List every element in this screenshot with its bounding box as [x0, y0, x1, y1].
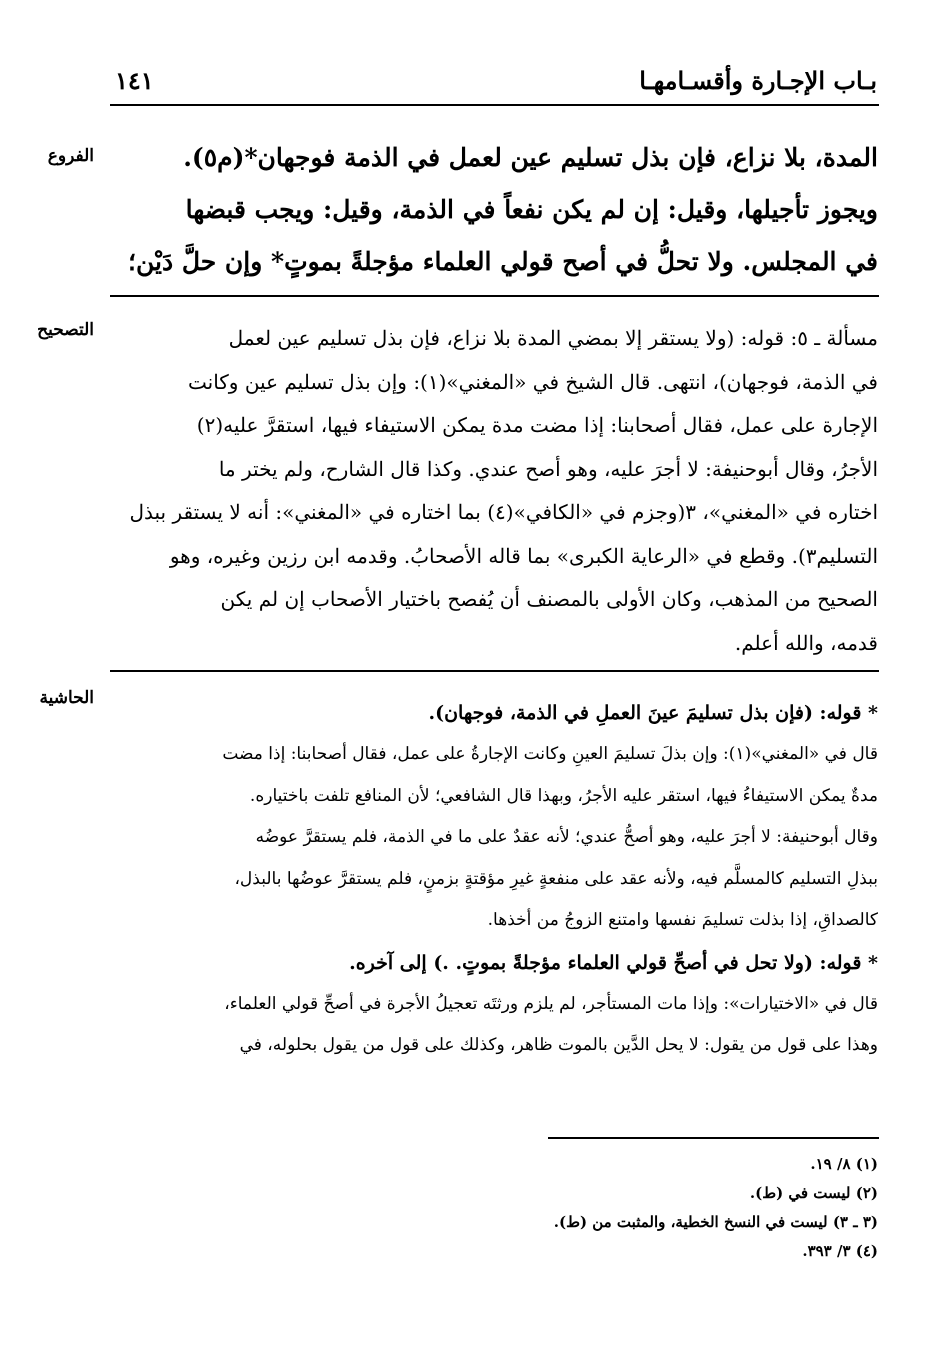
tashih-line: التسليم٣). وقطع في «الرعاية الكبرى» بما قاله الأصحابُ. وقدمه ابن رزين وغيره، وهو [169, 543, 878, 568]
tashih-line: في الذمة، فوجهان)، انتهى. قال الشيخ في «المغني»(١): وإن بذل تسليم عين وكانت [187, 369, 878, 394]
hashiya-text [110, 692, 878, 1067]
footnote: (٢) ليست في (ط). [749, 1184, 878, 1202]
footnotes [110, 1150, 878, 1266]
tashih-line: الأجرُ، وقال أبوحنيفة: لا أجرَ عليه، وهو أصح عندي. وكذا قال الشارح، ولم يختر ما [218, 456, 878, 481]
footnote: (٤) ٣/ ٣٩٣. [802, 1242, 878, 1260]
header-rule [110, 104, 879, 106]
hashiya-line: مدةٌ يمكن الاستيفاءُ فيها، استقر عليه الأجرُ، وبهذا قال الشافعي؛ لأن المنافع تلفت باختياره. [249, 785, 878, 806]
section-divider [110, 670, 879, 672]
furu-line: في المجلس. ولا تحلُّ في أصح قولي العلماء مؤجلةً بموتٍ* وإن حلَّ دَيْن؛ [128, 247, 878, 276]
hashiya-heading: * قوله: (ولا تحل في أصحِّ قولي العلماء مؤجلةً بموتٍ. .) إلى آخره. [349, 951, 878, 974]
furu-line: ويجوز تأجيلها، وقيل: إن لم يكن نفعاً في الذمة، وقيل: ويجب قبضها [185, 195, 878, 224]
chapter-title: بـاب الإجـارة وأقسـامهـا [639, 66, 877, 95]
tashih-line: مسألة ـ ٥: قوله: (ولا يستقر إلا بمضي المدة بلا نزاع، فإن بذل تسليم عين لعمل [228, 326, 878, 350]
tashih-text [110, 317, 878, 665]
hashiya-line: كالصداقِ، إذا بذلت تسليمَ نفسها وامتنع الزوجُ من أخذها. [487, 910, 878, 930]
footnote-rule [548, 1137, 879, 1139]
tashih-line: اختاره في «المغني»، ٣(وجزم في «الكافي»(٤) بما اختاره في «المغني»: أنه لا يستقر ببذل [129, 500, 878, 524]
tashih-line: قدمه، والله أعلم. [734, 630, 878, 655]
hashiya-line: وهذا على قول من يقول: لا يحل الدَّين بالموت ظاهر، وكذلك على قول من يقول بحلوله، في [239, 1035, 878, 1055]
hashiya-line: قال في «الاختيارات»: وإذا مات المستأجر، لم يلزم ورثتَه تعجيلُ الأجرة في أصحِّ قولي العلماء، [224, 993, 878, 1014]
page-number: ١٤١ [115, 66, 154, 95]
tashih-line: الإجارة على عمل، فقال أصحابنا: إذا مضت مدة يمكن الاستيفاء فيها، استقرَّ عليه(٢) [196, 413, 878, 437]
furu-line: المدة، بلا نزاع، فإن بذل تسليم عين لعمل في الذمة فوجهان*(م٥). [183, 143, 878, 172]
section-label-furu: الفروع [47, 146, 94, 166]
section-divider [110, 295, 879, 297]
footnote: (١) ٨/ ١٩. [810, 1155, 878, 1173]
hashiya-line: قال في «المغني»(١): وإن بذلَ تسليمَ العينِ وكانت الإجارةُ على عمل، فقال أصحابنا: إذا مضت [222, 744, 878, 764]
footnote: (٣ ـ ٣) ليست في النسخ الخطية، والمثبت من (ط). [553, 1213, 878, 1231]
hashiya-line: وقال أبوحنيفة: لا أجرَ عليه، وهو أصحُّ عندي؛ لأنه عقدٌ على ما في الذمة، فلم يستقرَّ عوضُه [255, 827, 878, 847]
section-label-hashiya: الحاشية [39, 688, 94, 708]
furu-text [110, 132, 878, 288]
tashih-line: الصحيح من المذهب، وكان الأولى بالمصنف أن يُفصح باختيار الأصحاب إن لم يكن [220, 587, 878, 611]
hashiya-heading: * قوله: (فإن بذل تسليمَ عينَ العملِ في الذمة، فوجهان). [428, 702, 878, 724]
hashiya-line: ببذلِ التسليم كالمسلَّم فيه، ولأنه عقد على منفعةٍ غيرِ مؤقتةٍ بزمنٍ، فلم يستقرَّ عوضُها بالبذل، [234, 868, 878, 889]
section-label-tashih: التصحيح [37, 320, 94, 340]
